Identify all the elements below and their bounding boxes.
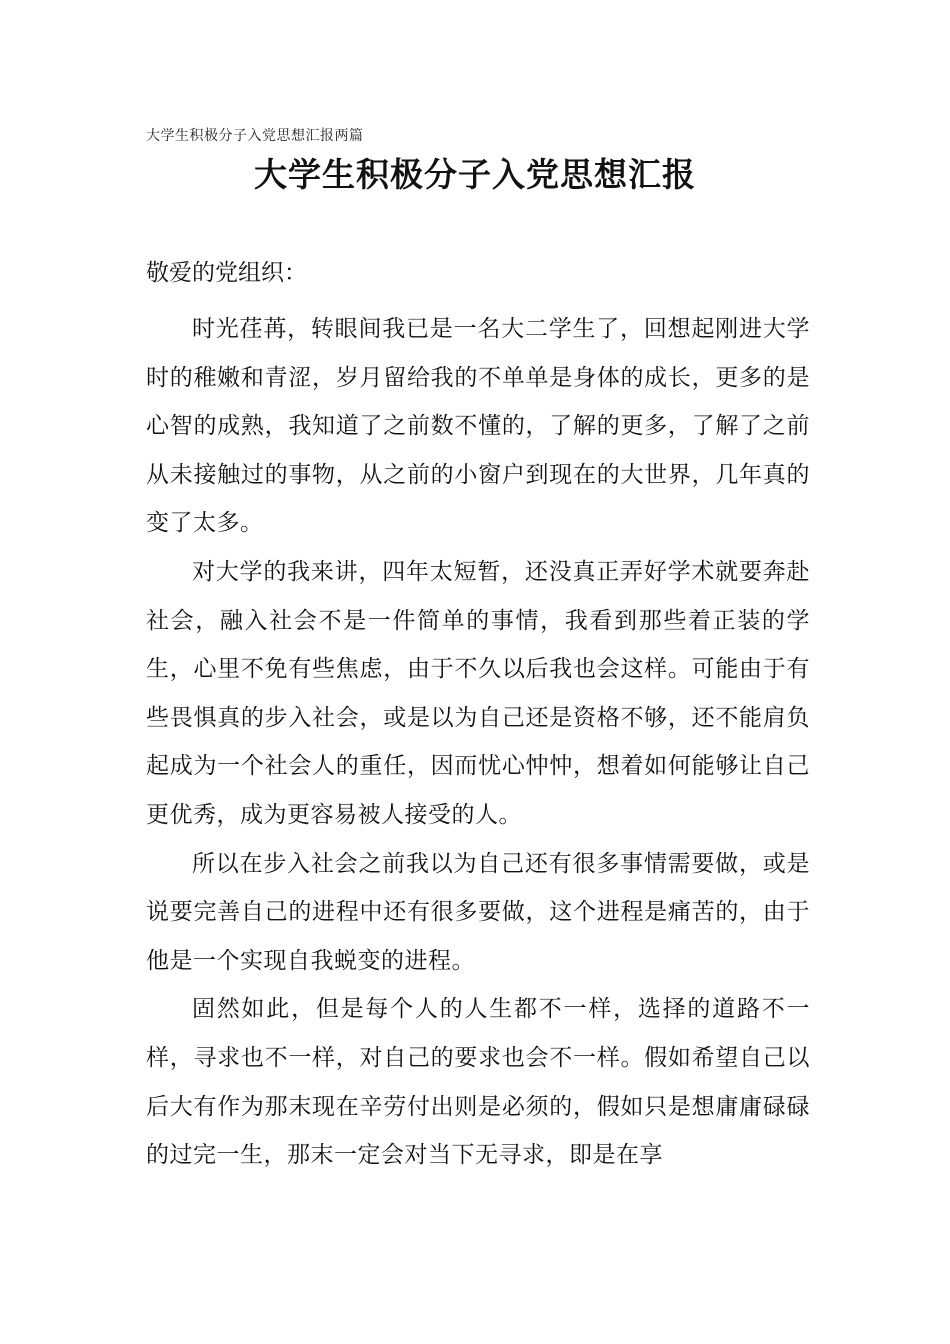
document-title: 大学生积极分子入党思想汇报 [254,155,696,194]
paragraph-2: 对大学的我来讲，四年太短暂，还没真正弄好学术就要奔赴社会，融入社会不是一件简单的事情，我看到那些着正装的学生，心里不免有些焦虑，由于不久以后我也会这样。可能由于有些畏惧真的步入社会，或是以为自己还是资格不够，还不能肩负起成为一个社会人的重任，因而忧心忡忡，想着如何能够让自己更优秀，成为更容易被人接受的人。 [146,558,810,828]
body-text [146,305,810,1180]
salutation: 敬爱的党组织： [146,260,307,286]
paragraph-3: 所以在步入社会之前我以为自己还有很多事情需要做，或是说要完善自己的进程中还有很多要做，这个进程是痛苦的，由于他是一个实现自我蜕变的进程。 [146,850,810,974]
running-header: 大学生积极分子入党思想汇报两篇 [146,128,364,144]
paragraph-4: 固然如此，但是每个人的人生都不一样，选择的道路不一样，寻求也不一样，对自己的要求也会不一样。假如希望自己以后大有作为那末现在辛劳付出则是必须的，假如只是想庸庸碌碌的过完一生，那末一定会对当下无寻求，即是在享 [146,996,810,1169]
paragraph-1: 时光荏苒，转眼间我已是一名大二学生了，回想起刚进大学时的稚嫩和青涩，岁月留给我的不单单是身体的成长，更多的是心智的成熟，我知道了之前数不懂的，了解的更多，了解了之前从未接触过的事物，从之前的小窗户到现在的大世界，几年真的变了太多。 [146,316,810,537]
